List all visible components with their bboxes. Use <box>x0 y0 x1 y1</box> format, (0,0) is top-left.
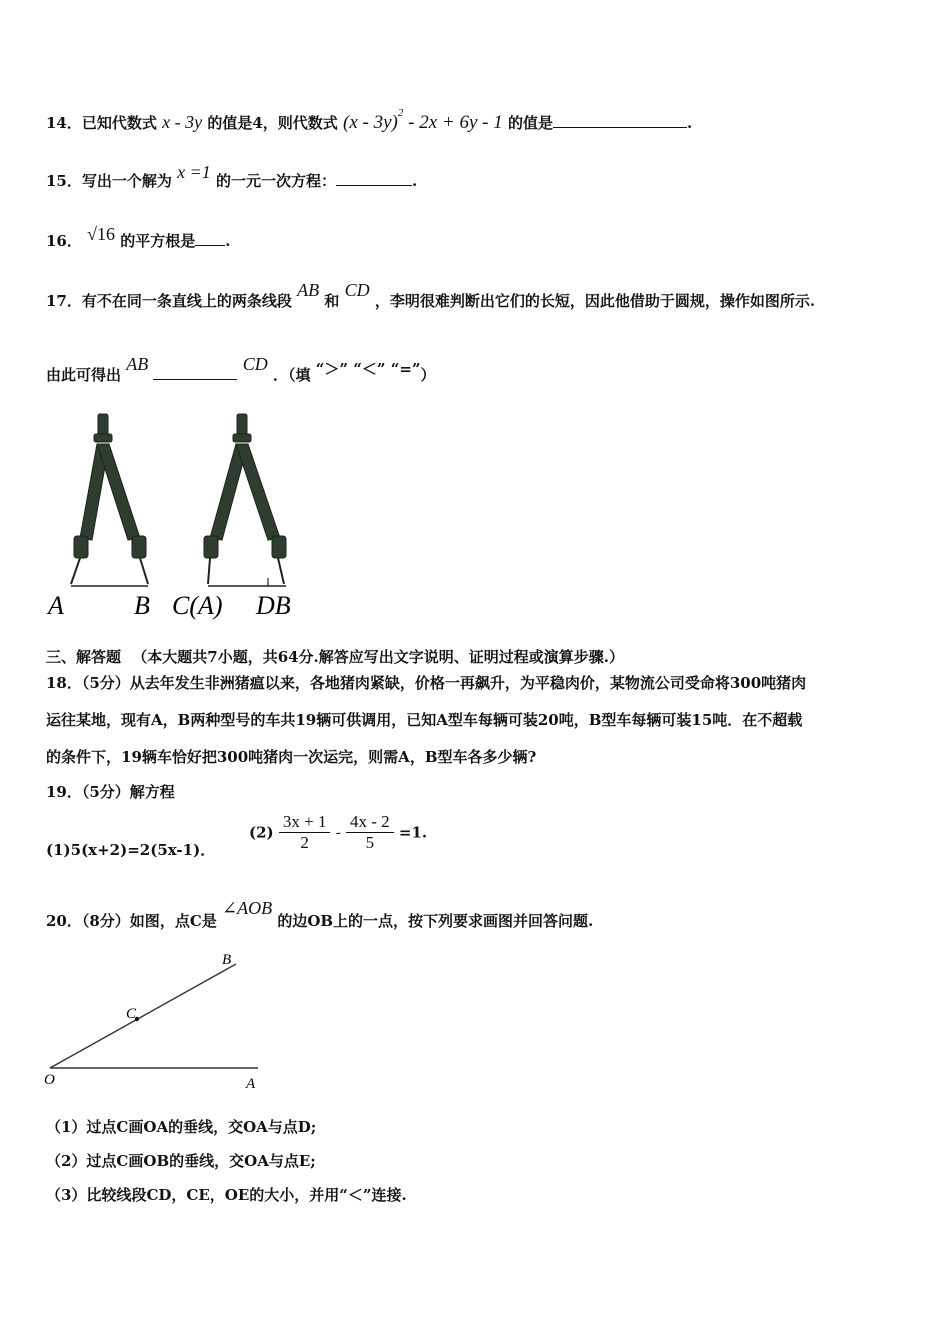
question-text: 已知代数式 <box>81 114 157 132</box>
answer-blank[interactable] <box>336 185 412 186</box>
angle-aob: ∠AOB <box>222 898 273 918</box>
question-number: 15． <box>46 172 82 190</box>
compass-figure <box>40 408 310 624</box>
ray-ob <box>50 964 236 1068</box>
question-20-step-1: （1）过点C画OA的垂线，交OA与点D; <box>46 1118 317 1136</box>
compass-left <box>71 414 148 584</box>
segment-cd: CD <box>344 280 370 300</box>
option: “＜” <box>353 360 386 378</box>
question-20 <box>46 898 594 931</box>
question-text: ，李明很难判断出它们的长短，因此他借助于圆规，操作如图所示. <box>374 292 816 310</box>
answer-blank[interactable] <box>553 127 687 128</box>
question-text: 写出一个解为 <box>81 172 172 190</box>
question-text: 的平方根是 <box>120 232 196 250</box>
segment-ab: AB <box>297 280 320 300</box>
question-number: 14． <box>46 114 82 132</box>
question-19-title: 19．（5分）解方程 <box>46 783 175 801</box>
label-o: O <box>44 1072 55 1088</box>
expression: (x - 3y)$^2$ - 2x + 6y - 1 <box>343 107 503 133</box>
section-title: 三、解答题 <box>46 648 122 666</box>
option: “＞” <box>315 360 348 378</box>
question-16: 16． √16 的平方根是 . <box>46 224 231 250</box>
fig-label-ca: C(A) <box>172 591 223 620</box>
fig-label-db: DB <box>256 591 291 620</box>
question-20-step-3: （3）比较线段CD，CE，OE的大小，并用“＜”连接. <box>46 1186 407 1204</box>
question-text: 的一元一次方程： <box>216 172 337 190</box>
question-18-line-2: 运往某地，现有A，B两种型号的车共19辆可供调用，已知A型车每辆可装20吨，B型车每辆可装15吨．在不超载 <box>46 711 803 729</box>
question-19-part-2: (2) $\frac{3x + 1}{2}$ - $\frac{4x - 2}{5}$ =1. <box>249 812 428 852</box>
question-19-part-1: (1)5(x+2)=2(5x-1)． <box>46 841 216 859</box>
question-18-line-3: 的条件下，19辆车恰好把300吨猪肉一次运完，则需A，B型车各多少辆? <box>46 748 537 766</box>
question-20-step-2: （2）过点C画OB的垂线，交OA与点E; <box>46 1152 316 1170</box>
fig-label-a: A <box>48 591 64 620</box>
label-c: C <box>126 1006 137 1022</box>
expression: x =1 <box>177 162 211 182</box>
label-b: B <box>222 952 232 968</box>
option: “=” <box>390 360 421 378</box>
question-text: 的边OB上的一点，按下列要求画图并回答问题. <box>277 912 594 930</box>
question-15: 15．写出一个解为 x =1 的一元一次方程： . <box>46 162 418 190</box>
answer-blank[interactable] <box>153 379 237 380</box>
fraction-1: $\frac{3x + 1}{2}$ <box>279 812 331 853</box>
compass-right <box>204 414 286 584</box>
answer-blank[interactable] <box>195 245 225 246</box>
question-14: 14．已知代数式 x - 3y 的值是4，则代数式 (x - 3y)$^2$ - 2x + 6y - 1 的值是 . <box>46 107 693 133</box>
label-a: A <box>246 1076 256 1092</box>
expression: √16 <box>87 224 115 244</box>
question-text: 的值是 <box>507 114 553 132</box>
question-18-line-1: 18．（5分）从去年发生非洲猪瘟以来，各地猪肉紧缺，价格一再飙升，为平稳肉价，某物流公司受命将300吨猪肉 <box>46 674 807 692</box>
question-17: 17．有不在同一条直线上的两条线段 AB 和 CD ，李明很难判断出它们的长短，因此他借助于圆规，操作如图所示. <box>46 280 816 310</box>
question-text: 由此可得出 <box>46 366 122 384</box>
question-text: 有不在同一条直线上的两条线段 <box>81 292 292 310</box>
fig-label-b: B <box>134 591 150 620</box>
question-text: （8分）如图，点C是 <box>81 912 217 930</box>
part-label: (2) <box>249 823 274 842</box>
section-note: （本大题共7小题，共64分.解答应写出文字说明、证明过程或演算步骤.） <box>132 648 625 666</box>
fraction-2: $\frac{4x - 2}{5}$ <box>346 812 394 853</box>
section-3-heading <box>46 646 624 667</box>
question-number: 20． <box>46 912 82 930</box>
expression: x - 3y <box>162 112 203 132</box>
question-number: 16． <box>46 232 82 250</box>
question-number: 17． <box>46 292 82 310</box>
question-text: 的值是4，则代数式 <box>207 114 338 132</box>
question-17-continued: 由此可得出 AB CD ．（填 “＞” “＜” “=”） <box>46 354 436 384</box>
angle-figure <box>40 950 270 1092</box>
